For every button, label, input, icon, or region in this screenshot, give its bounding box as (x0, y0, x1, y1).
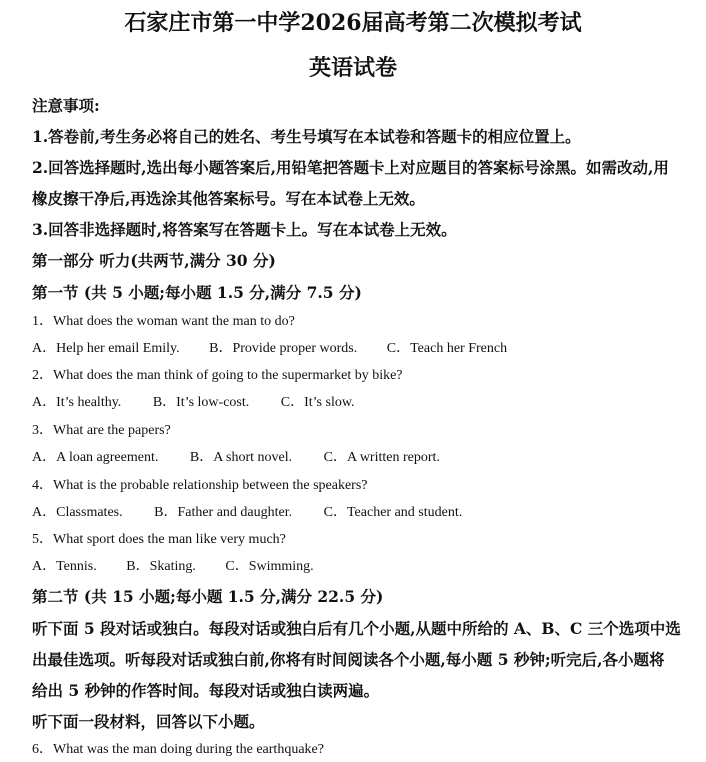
question-4: 4．What is the probable relationship between the speakers? (32, 478, 368, 493)
exam-subtitle: 英语试卷 (308, 55, 397, 81)
question-2-options (32, 393, 355, 413)
section1-heading: 第一节 (共 5 小题;每小题 1.5 分,满分 7.5 分) (32, 283, 362, 302)
question-2: 2．What does the man think of going to the supermarket by bike? (32, 368, 403, 383)
option-c: C．Swimming. (225, 559, 314, 574)
option-b: B．Provide proper words. (209, 341, 358, 356)
question-6: 6．What was the man doing during the earthquake? (32, 742, 324, 757)
note-item: 橡皮擦干净后,再选涂其他答案标号。写在本试卷上无效。 (32, 189, 425, 208)
section2-instruction: 出最佳选项。听每段对话或独白前,你将有时间阅读各个小题,每小题 5 秒钟;听完后,各小题将 (32, 650, 665, 669)
option-b: B．A short novel. (189, 450, 293, 465)
option-b: B．Skating. (126, 559, 196, 574)
question-5: 5．What sport does the man like very much? (32, 532, 286, 547)
option-b: B．It’s low-cost. (152, 395, 250, 410)
exam-title: 石家庄市第一中学2026届高考第二次模拟考试 (124, 10, 582, 36)
note-item: 1.答卷前,考生务必将自己的姓名、考生号填写在本试卷和答题卡的相应位置上。 (32, 127, 581, 146)
question-5-options (32, 557, 314, 577)
part1-heading: 第一部分 听力(共两节,满分 30 分) (32, 251, 276, 270)
question-3-options (32, 448, 440, 468)
section2-heading: 第二节 (共 15 小题;每小题 1.5 分,满分 22.5 分) (32, 587, 384, 606)
section2-instruction: 听下面 5 段对话或独白。每段对话或独白后有几个小题,从题中所给的 A、B、C 三个选项中选 (32, 619, 681, 638)
option-a: A．Tennis. (32, 559, 97, 574)
section2-lead: 听下面一段材料，回答以下小题。 (32, 712, 265, 731)
section2-instruction: 给出 5 秒钟的作答时间。每段对话或独白读两遍。 (32, 681, 380, 700)
question-4-options (32, 503, 462, 523)
option-a: A．A loan agreement. (32, 450, 159, 465)
option-a: A．Classmates. (32, 505, 123, 520)
question-3: 3．What are the papers? (32, 423, 171, 438)
option-c: C．It’s slow. (280, 395, 355, 410)
note-item: 3.回答非选择题时,将答案写在答题卡上。写在本试卷上无效。 (32, 220, 457, 239)
option-b: B．Father and daughter. (154, 505, 293, 520)
option-c: C．A written report. (323, 450, 440, 465)
question-1-options (32, 339, 507, 359)
option-a: A．Help her email Emily. (32, 341, 180, 356)
question-1: 1．What does the woman want the man to do? (32, 314, 295, 329)
option-c: C．Teach her French (386, 341, 508, 356)
notes-heading: 注意事项: (32, 96, 100, 115)
option-c: C．Teacher and student. (323, 505, 463, 520)
note-item: 2.回答选择题时,选出每小题答案后,用铅笔把答题卡上对应题目的答案标号涂黑。如需改动,用 (32, 158, 669, 177)
option-a: A．It’s healthy. (32, 395, 122, 410)
